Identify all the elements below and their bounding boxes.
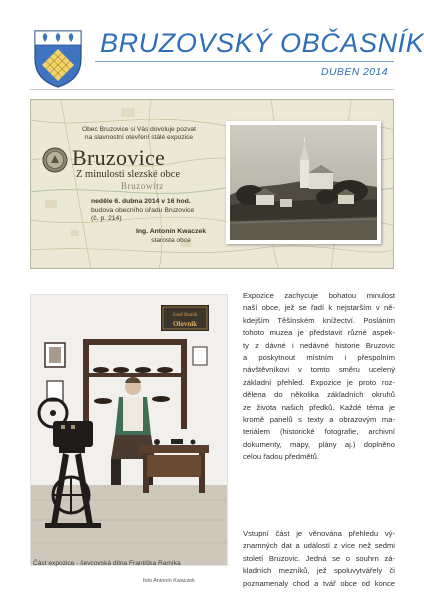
- invitation-banner: [30, 99, 394, 269]
- article-paragraph-1: [243, 290, 395, 463]
- article-line: kdejším Těšínském knížectví. Posláním: [243, 315, 395, 325]
- article-line: dělena do několika základních okruhů: [243, 390, 395, 400]
- article-line: ty z dávné i nedávné historie Bruzovic: [243, 340, 395, 350]
- article-line: kromě panelů s texty a obrazovým ma-: [243, 414, 395, 424]
- historic-seal-icon: [42, 147, 68, 173]
- article-line: znamných dat a událostí z více než sedmi: [243, 541, 395, 551]
- municipal-crest-icon: [33, 29, 83, 88]
- village-photo-image: [230, 125, 377, 240]
- shop-sign-name: Josef Ramík: [172, 313, 198, 318]
- masthead-divider: [30, 89, 394, 90]
- museum-exhibit-photo: [30, 294, 228, 566]
- article-line: teriálem (historické fotografie, archivní: [243, 427, 395, 437]
- historic-village-photo: [226, 121, 381, 244]
- article-line: Vstupní část je věnována přehledu vý-: [243, 529, 395, 538]
- event-house-number: (č. p. 214): [91, 215, 122, 222]
- article-line: dokumenty, mapy, plány aj.) doplněno: [243, 439, 395, 449]
- article-paragraph-2: [243, 528, 395, 590]
- invite-line-1: Obec Bruzovice si Vás dovoluje pozvat: [82, 126, 196, 133]
- photo-caption: Část expozice - ševcovská dílna Františka Ramíka: [33, 560, 181, 567]
- banner-town-name: Bruzovice: [72, 145, 166, 170]
- event-venue: budova obecního úřadu Bruzovice: [91, 206, 195, 214]
- article-line: celou řadou předmětů.: [243, 452, 319, 462]
- shoemaker-workshop-image: [31, 295, 228, 566]
- shop-sign-town: Olovnik: [172, 320, 198, 328]
- signature-name: Ing. Antonín Kwaczek: [136, 228, 206, 235]
- signature-role: starosta obce: [151, 237, 191, 244]
- article-line: století Bruzovic. Jedná se o souhrn zá-: [243, 553, 395, 563]
- banner-german-name: Bruzowitz: [121, 181, 164, 191]
- banner-subtitle: Z minulosti slezské obce: [76, 169, 181, 180]
- title-rule: [95, 61, 394, 62]
- issue-date: DUBEN 2014: [320, 66, 388, 78]
- photo-credit: foto Antonín Kwaczek: [143, 578, 195, 584]
- article-line: poznamenaly chod a tvář obce od konce: [243, 578, 395, 588]
- article-line: kladních mezníků, jež spoluvytvářely či: [243, 566, 395, 576]
- event-date: neděle 6. dubna 2014 v 16 hod.: [91, 198, 191, 205]
- article-line: ze života našich předků. Každé téma je: [243, 402, 395, 412]
- invite-line-2: na slavnostní otevření stálé expozice: [84, 134, 194, 141]
- article-line: návštěvníkovi v tomto směru ucelený: [243, 365, 395, 375]
- newsletter-title: BRUZOVSKÝ OBČASNÍK: [100, 28, 424, 58]
- article-line: základní přehled. Expozice je proto roz-: [243, 377, 395, 387]
- article-line: tohoto muzea je představit různé aspek-: [243, 328, 395, 338]
- article-line: naší obce, jež se řadí k nejstarším v ně-: [243, 303, 395, 313]
- article-line: a poskytnout místním i přespolním: [243, 352, 395, 362]
- article-line: Expozice zachycuje bohatou minulost: [243, 291, 395, 300]
